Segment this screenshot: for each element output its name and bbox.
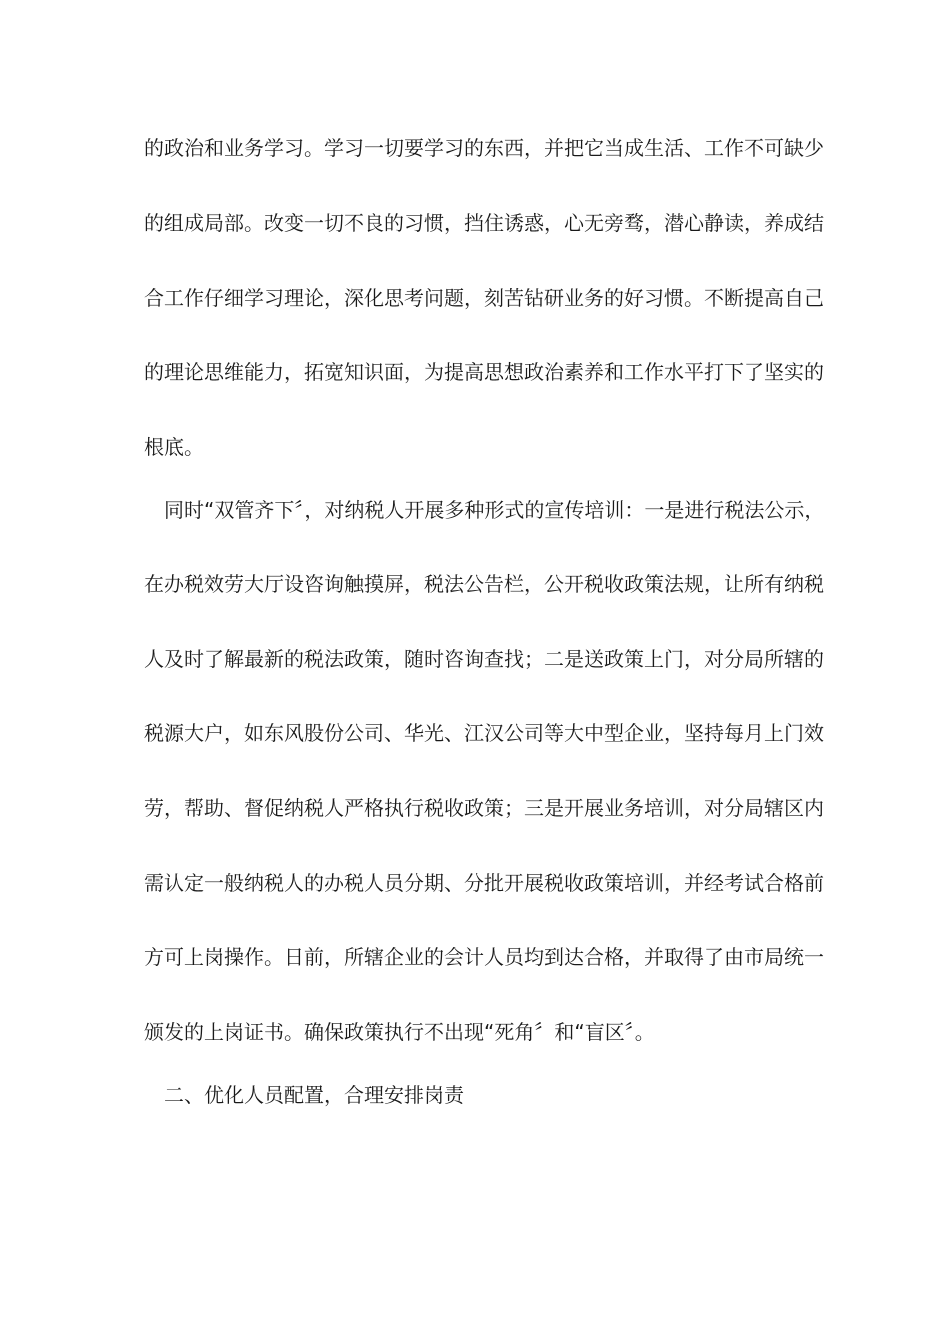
text-line: 人及时了解最新的税法政策，随时咨询查找；二是送政策上门，对分局所辖的 (144, 647, 824, 671)
text-line: 颁发的上岗证书。确保政策执行不出现“死角〞和“盲区〞。 (144, 1020, 655, 1044)
text-line: 税源大户，如东风股份公司、华光、江汉公司等大中型企业，坚持每月上门效 (144, 721, 824, 745)
text-line: 根底。 (144, 435, 204, 459)
text-line: 的组成局部。改变一切不良的习惯，挡住诱惑，心无旁骛，潜心静读，养成结 (144, 211, 824, 235)
text-line: 需认定一般纳税人的办税人员分期、分批开展税收政策培训，并经考试合格前 (144, 871, 824, 895)
text-line: 在办税效劳大厅设咨询触摸屏，税法公告栏，公开税收政策法规，让所有纳税 (144, 572, 824, 596)
text-line: 方可上岗操作。日前，所辖企业的会计人员均到达合格，并取得了由市局统一 (144, 945, 824, 969)
text-line: 同时“双管齐下〞，对纳税人开展多种形式的宣传培训：一是进行税法公示， (144, 498, 825, 522)
text-line: 的政治和业务学习。学习一切要学习的东西，并把它当成生活、工作不可缺少 (144, 136, 824, 160)
text-line: 劳，帮助、督促纳税人严格执行税收政策；三是开展业务培训，对分局辖区内 (144, 796, 824, 820)
section-heading: 二、优化人员配置，合理安排岗责 (144, 1083, 464, 1107)
text-line: 合工作仔细学习理论，深化思考问题，刻苦钻研业务的好习惯。不断提高自己 (144, 286, 824, 310)
text-line: 的理论思维能力，拓宽知识面，为提高思想政治素养和工作水平打下了坚实的 (144, 360, 824, 384)
